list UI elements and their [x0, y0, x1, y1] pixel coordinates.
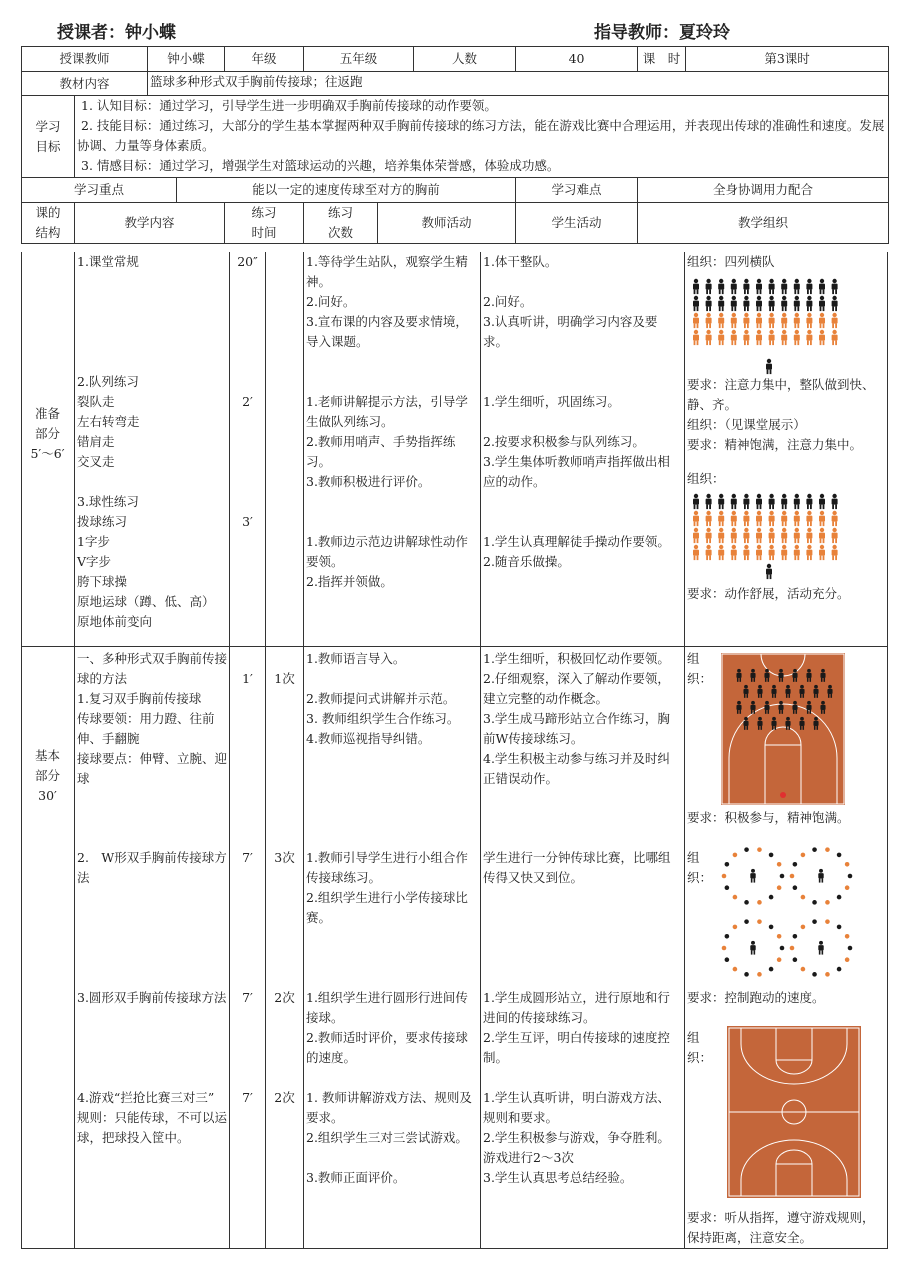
column-header-row [22, 203, 889, 244]
instructor-name: 授课者：钟小蝶 [57, 23, 176, 43]
student-figure [756, 494, 762, 509]
lesson-plan-table [21, 46, 889, 244]
student-figure [806, 545, 812, 560]
student-figure [781, 511, 787, 526]
student-figure [794, 494, 800, 509]
basic-item4-student: 1.学生认真听讲，明白游戏方法、规则和要求。 2.学生积极参与游戏，争夺胜利。游戏进行2～3次 3.学生认真思考总结经验。 [483, 1090, 670, 1185]
material-label: 教材内容 [22, 72, 148, 96]
student-figure [706, 296, 712, 311]
student-figure [756, 296, 762, 311]
material-row [22, 72, 889, 96]
student-figure [706, 494, 712, 509]
student-figure [706, 279, 712, 294]
student-figure [743, 330, 749, 345]
basic-item3-time: 7′ [242, 990, 253, 1005]
basic-item1-org-title: 组织： [687, 651, 713, 686]
student-figure [706, 313, 712, 328]
student-figure [781, 330, 787, 345]
student-figure [806, 494, 812, 509]
basic-item3-count: 2次 [274, 990, 295, 1005]
student-figure [818, 941, 823, 955]
guide-teacher-name: 指导教师：夏玲玲 [594, 23, 730, 43]
student-figure [832, 511, 838, 526]
teacher-label: 授课教师 [22, 47, 148, 72]
student-figure [718, 313, 724, 328]
student-figure [806, 296, 812, 311]
basic-item4-time: 7′ [242, 1090, 253, 1105]
student-figure [731, 494, 737, 509]
student-figure [693, 545, 699, 560]
student-figure [756, 313, 762, 328]
student-figure [832, 313, 838, 328]
basic-item3-student: 1.学生成圆形站立，进行原地和行进间的传接球练习。 2.学生互评，明白传接球的速度控制。 [483, 990, 670, 1065]
student-figure [693, 511, 699, 526]
student-figure [819, 494, 825, 509]
student-figure [756, 545, 762, 560]
student-figure [718, 511, 724, 526]
col-teacher: 教师活动 [378, 203, 516, 244]
basic-item1-teacher: 1.教师语言导入。 2.教师提问式讲解并示范。 3. 教师组织学生合作练习。 4.教师巡视指导纠错。 [306, 651, 460, 746]
basic-item4-content: 4.游戏“拦抢比赛三对三” 规则：只能传球，不可以运球，把球投入筐中。 [77, 1090, 228, 1145]
basic-item2-org-requirement: 要求：控制跑动的速度。 [687, 990, 825, 1005]
student-figure [706, 330, 712, 345]
student-figure [794, 511, 800, 526]
student-figure [743, 494, 749, 509]
basic-item4-count: 2次 [274, 1090, 295, 1105]
student-figure [731, 528, 737, 543]
student-figure [731, 296, 737, 311]
student-figure [743, 296, 749, 311]
prep-org1-requirement: 要求：注意力集中，整队做到快、静、齐。 组织：（见课堂展示） 要求：精神饱满，注意力集中。 [687, 377, 875, 452]
student-figure [750, 869, 755, 883]
four-rows-formation-figure [687, 275, 847, 375]
basic-item2-teacher: 1.教师引导学生进行小组合作传接球练习。 2.组织学生进行小学传接球比赛。 [306, 850, 468, 925]
key-point-value: 能以一定的速度传球至对方的胸前 [177, 178, 516, 203]
student-figure [731, 313, 737, 328]
student-figure [781, 528, 787, 543]
student-figure [706, 528, 712, 543]
student-figure [818, 869, 823, 883]
col-count: 练习 次数 [304, 203, 378, 244]
student-figure [693, 279, 699, 294]
difficulty-value: 全身协调用力配合 [638, 178, 889, 203]
student-figure [806, 330, 812, 345]
student-figure [731, 545, 737, 560]
student-figure [766, 359, 772, 374]
basic-item3-teacher: 1.组织学生进行圆形行进间传接球。 2.教师适时评价，要求传接球的速度。 [306, 990, 468, 1065]
col-structure: 课的 结构 [22, 203, 75, 244]
four-circles-figure [721, 846, 861, 982]
grade-value: 五年级 [304, 47, 414, 72]
prep-section-label: 准备 部分 5′～6′ [30, 406, 65, 461]
exercise-rows-figure [687, 492, 847, 582]
student-figure [794, 545, 800, 560]
student-figure [819, 511, 825, 526]
student-figure [832, 494, 838, 509]
basic-item1-content: 一、多种形式双手胸前传接球的方法 1.复习双手胸前传接球 传球要领：用力蹬、往前伸、手翻腕 接球要点：伸臂、立腕、迎球 [77, 651, 228, 786]
student-figure [794, 296, 800, 311]
student-figure [769, 313, 775, 328]
half-court-figure [721, 653, 845, 805]
col-time-label: 练习 时间 [251, 205, 277, 240]
student-figure [819, 330, 825, 345]
basic-item4-teacher: 1. 教师讲解游戏方法、规则及要求。 2.组织学生三对三尝试游戏。 3.教师正面评价。 [306, 1090, 472, 1185]
student-figure [769, 279, 775, 294]
student-figure [832, 545, 838, 560]
basic-section-label: 基本 部分 30′ [34, 748, 60, 803]
student-figure [794, 313, 800, 328]
student-figure [766, 564, 772, 579]
student-figure [806, 313, 812, 328]
prep-org2-requirement: 要求：动作舒展，活动充分。 [687, 586, 850, 601]
student-figure [769, 528, 775, 543]
count-label: 人数 [414, 47, 516, 72]
student-figure [756, 528, 762, 543]
student-figure [718, 279, 724, 294]
student-figure [731, 511, 737, 526]
student-figure [718, 528, 724, 543]
prep-content: 1.课堂常规 2.队列练习 裂队走 左右转弯走 错肩走 交叉走 3.球性练习 拨球练习 1字步 V字步 胯下球操 原地运球（蹲、低、高） 原地体前变向 [77, 254, 215, 629]
basic-item1-time: 1′ [242, 671, 253, 686]
student-figure [794, 528, 800, 543]
student-figure [819, 545, 825, 560]
difficulty-label: 学习难点 [516, 178, 638, 203]
basic-item2-count: 3次 [274, 850, 295, 865]
student-figure [743, 511, 749, 526]
goals-content [75, 96, 889, 178]
student-figure [819, 528, 825, 543]
material-value: 篮球多种形式双手胸前传接球；往返跑 [148, 72, 889, 96]
col-student: 学生活动 [516, 203, 638, 244]
student-figure [769, 296, 775, 311]
student-figure [706, 545, 712, 560]
period-label: 课 时 [638, 47, 686, 72]
student-figure [819, 279, 825, 294]
student-figure [743, 313, 749, 328]
student-figure [832, 528, 838, 543]
goal-skill: 2. 技能目标：通过练习，大部分的学生基本掌握两种双手胸前传接球的练习方法，能在游戏比赛中合理运用，并表现出传球的准确性和速度。发展协调、力量等身体素质。 [77, 118, 885, 153]
student-figure [743, 279, 749, 294]
prep-org2-title: 组织： [687, 471, 725, 486]
student-figure [693, 528, 699, 543]
student-figure [794, 279, 800, 294]
prep-teacher: 1.等待学生站队，观察学生精神。 2.问好。 3.宣布课的内容及要求情境，导入课题。 1.老师讲解提示方法，引导学生做队列练习。 2.教师用哨声、手势指挥练习。 3.教师积极进行评价。 1.教师边示范边讲解球性动作要领。 2.指挥并领做。 [306, 254, 468, 589]
full-court-figure [727, 1026, 861, 1198]
student-figure [756, 330, 762, 345]
period-value: 第3课时 [686, 47, 889, 72]
basic-item2-student: 学生进行一分钟传球比赛，比哪组传得又快又到位。 [483, 850, 671, 885]
basic-item1-student: 1.学生细听，积极回忆动作要领。 2.仔细观察，深入了解动作要领，建立完整的动作概念。 3.学生成马蹄形站立合作练习，胸前W传接球练习。 4.学生积极主动参与练习并及时纠正错误动作。 [483, 651, 670, 786]
student-figure [769, 511, 775, 526]
student-figure [806, 528, 812, 543]
basic-item4-org-requirement: 要求：听从指挥，遵守游戏规则，保持距离，注意安全。 [687, 1210, 875, 1245]
teacher-value: 钟小蝶 [148, 47, 225, 72]
student-figure [756, 511, 762, 526]
student-figure [819, 296, 825, 311]
lesson-body [21, 252, 888, 1249]
student-figure [693, 296, 699, 311]
student-figure [769, 545, 775, 560]
basic-item3-org-title: 组织： [687, 1030, 713, 1065]
student-figure [750, 941, 755, 955]
key-point-label: 学习重点 [22, 178, 177, 203]
student-figure [781, 494, 787, 509]
goal-cognitive: 1. 认知目标：通过学习，引导学生进一步明确双手胸前传接球的动作要领。 [81, 98, 497, 113]
info-row [22, 47, 889, 72]
goals-row [22, 96, 889, 178]
student-figure [781, 296, 787, 311]
col-organization: 教学组织 [638, 203, 889, 244]
basic-item1-count: 1次 [274, 671, 295, 686]
student-figure [718, 494, 724, 509]
student-figure [781, 313, 787, 328]
focus-row [22, 178, 889, 203]
grade-label: 年级 [225, 47, 304, 72]
goals-label: 学习 目标 [22, 96, 75, 178]
student-figure [731, 279, 737, 294]
student-figure [718, 545, 724, 560]
student-figure [718, 296, 724, 311]
student-figure [832, 296, 838, 311]
student-figure [769, 494, 775, 509]
prep-student: 1.体干整队。 2.问好。 3.认真听讲，明确学习内容及要求。 1.学生细听，巩固练习。 2.按要求积极参与队列练习。 3.学生集体听教师哨声指挥做出相应的动作。 1.学生认真理解徒手操动作要领。 2.随音乐做操。 [483, 254, 670, 569]
student-figure [794, 330, 800, 345]
student-figure [806, 279, 812, 294]
student-figure [781, 279, 787, 294]
prep-time: 20″ 2′ 3′ [237, 254, 258, 529]
basic-item2-content: 2. W形双手胸前传接球方法 [77, 850, 227, 885]
basic-item2-org-title: 组织： [687, 850, 713, 885]
prep-org1-title: 组织：四列横队 [687, 254, 775, 269]
student-figure [693, 494, 699, 509]
page-header [0, 0, 902, 46]
col-content: 教学内容 [75, 203, 225, 244]
prep-org [687, 252, 886, 604]
student-figure [806, 511, 812, 526]
student-figure [706, 511, 712, 526]
basic-item1-org-requirement: 要求：积极参与，精神饱满。 [687, 810, 850, 825]
student-figure [781, 545, 787, 560]
goal-affective: 3. 情感目标：通过学习，增强学生对篮球运动的兴趣，培养集体荣誉感，体验成功感。 [81, 158, 560, 173]
student-figure [743, 545, 749, 560]
student-figure [743, 528, 749, 543]
student-figure [769, 330, 775, 345]
student-figure [693, 330, 699, 345]
basic-item3-content: 3.圆形双手胸前传接球方法 [77, 990, 227, 1005]
student-figure [832, 279, 838, 294]
student-figure [693, 313, 699, 328]
student-figure [832, 330, 838, 345]
basic-item2-time: 7′ [242, 850, 253, 865]
student-figure [731, 330, 737, 345]
col-time [225, 203, 304, 244]
student-figure [819, 313, 825, 328]
student-figure [718, 330, 724, 345]
count-value: 40 [516, 47, 638, 72]
student-figure [756, 279, 762, 294]
